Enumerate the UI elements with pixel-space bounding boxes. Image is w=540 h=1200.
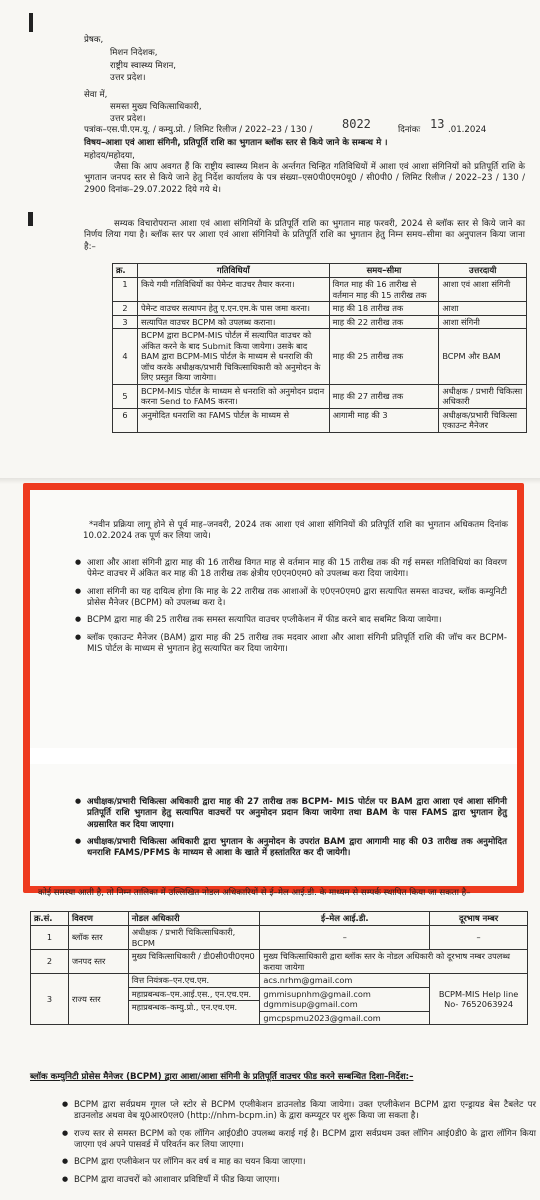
table-cell: 4	[113, 329, 138, 385]
table-cell: विगत माह की 16 तारीख से वर्तमान माह की 15 तारीख तक	[329, 278, 439, 302]
table-cell: BCPM द्वारा BCPM-MIS पोर्टल में सत्यापित वाउचर को अंकित करने के बाद Submit किया जायेगा। उसके बाद BAM द्वारा BCPM-MIS पोर्टल के माध्यम से धनराशि की जॉच करके अधीक्षक/प्रभारी चिकित्साधिकारी को अनुमोदन के लिए प्रस्तुत किया जायेगा।	[137, 329, 329, 385]
paragraph-decision: सम्यक विचारोपरान्त आशा एवं आशा संगिनियों के प्रतिपूर्ति राशि का भुगतान माह फरवरी, 2024 से ब्लॉक स्तर से किये जाने का निर्णय लिया गया है। ब्लॉक स्तर पर आशा एवं आशा संगिनियों के प्रतिपूर्ति राशि का भुगतान हेतु निम्न समय–सीमा का अनुपालन किया जाना है:–	[84, 219, 525, 252]
table-cell: सत्यापित वाउचर BCPM को उपलब्ध कराना।	[137, 315, 329, 329]
table-row	[31, 950, 528, 974]
table-cell: अधीक्षक / प्रभारी चिकित्साधिकारी, BCPM	[128, 926, 260, 950]
table-row	[113, 329, 527, 385]
list-item: ● BCPM द्वारा माह की 25 तारीख तक समस्त सत्यापित वाउचर एप्लीकेशन में फीड करने बाद सबमिट किया जायेगा।	[87, 615, 507, 626]
date-handwritten: 13	[430, 117, 445, 131]
table-cell: माह की 18 तारीख तक	[329, 302, 439, 316]
highlight-intro: *नवीन प्रक्रिया लागू होने से पूर्व माह–जनवरी, 2024 तक आशा एवं आशा संगिनियों की प्रतिपूर्ति राशि का भुगतान अधिकतम दिनांक 10.02.2024 तक पूर्ण कर लिया जाये।	[83, 520, 508, 542]
email-line: acs.nrhm@gmail.com	[260, 974, 429, 988]
table-cell: माह की 22 तारीख तक	[329, 315, 439, 329]
table-cell: आगामी माह की 3	[329, 408, 439, 432]
column-header: गतिविधियाँ	[137, 264, 329, 278]
table-cell: मुख्य चिकित्साधिकारी द्वारा ब्लॉक स्तर के नोडल अधिकारी को दूरभाष नम्बर उपलब्ध कराया जायेगा	[260, 950, 528, 974]
reference-number: पत्रांक–एस.पी.एम.यू. / कम्यु.प्रो. / लिमिट रिलीज / 2022–23 / 130 /	[84, 125, 313, 135]
salutation: महोदय/महोदया,	[84, 151, 135, 161]
subject-line: विषय–आशा एवं आशा संगिनी, प्रतिपूर्ति राशि का भुगतान ब्लॉक स्तर से किये जाने के सम्बन्ध मे ।	[84, 138, 388, 148]
timeline-table	[112, 263, 527, 433]
table-row	[113, 302, 527, 316]
column-header: उत्तरदायी	[439, 264, 527, 278]
table-cell	[128, 974, 260, 1025]
column-header: क्र.	[113, 264, 138, 278]
table-cell: 1	[113, 278, 138, 302]
table-cell: 1	[31, 926, 69, 950]
bcpm-heading: ब्लॉक कम्युनिटी प्रोसेस मैनेजर (BCPM) द्वारा आशा/आशा संगिनी के प्रतिपूर्ति वाउचर फीड करने सम्बन्धित दिशा–निर्देश:–	[30, 1072, 414, 1082]
table-cell: 5	[113, 384, 138, 408]
column-header: क्र.सं.	[31, 912, 69, 926]
table-row	[113, 315, 527, 329]
table-cell: किये गयी गतिविधियों का पेमेन्ट वाउचर तैयार करना।	[137, 278, 329, 302]
date-label: दिनांकः	[398, 125, 421, 135]
table-cell: –	[430, 926, 528, 950]
list-item: ● BCPM द्वारा वाउचरों को आशावार प्रविष्टियाँ में फीड किया जाएगा।	[74, 1175, 536, 1186]
staple-mark	[29, 13, 33, 32]
list-item: ● राज्य स्तर से समस्त BCPM को एक लॉगिन आई0डी0 उपलब्ध कराई गई है। BCPM द्वारा सर्वप्रथम उक्त लॉगिन आई0डी0 के द्वारा लॉगिन किया जाएगा एवं अपने पासवर्ड में परिवर्तन कर लिया जाएगा।	[74, 1129, 536, 1152]
table-cell: BCPM-MIS पोर्टल के माध्यम से धनराशि को अनुमोदन प्रदान करना Send to FAMS करना।	[137, 384, 329, 408]
table-row	[113, 278, 527, 302]
paragraph-intro: जैसा कि आप अवगत हैं कि राष्ट्रीय स्वास्थ्य मिशन के अर्न्तगत चिन्हित गतिविधियों में आशा एवं आशा संगिनियों को प्रतिपूर्ति राशि के भुगतान जनपद स्तर से किये जाने हेतु निर्देश कार्यालय के पत्र संख्या–एस0पी0एम0यू0 / सी0पी0 / लिमिट रिलीज / 2022–23 / 130 / 2900 दिनांक–29.07.2022 दिये गये थे।	[84, 162, 525, 195]
table-cell: –	[260, 926, 430, 950]
table-cell: 3	[113, 315, 138, 329]
list-item: ● आशा संगिनी का यह दायित्व होगा कि माह के 22 तारीख तक आशाओं के ए0एन0एम0 द्वारा सत्यापित समस्त वाउचर, ब्लॉक कम्युनिटी प्रोसेस मैनेजर (BCPM) को उपलब्ध करा दे।	[87, 587, 507, 610]
table-cell: आशा	[439, 302, 527, 316]
bcpm-bullet-list	[60, 1100, 536, 1192]
nodal-officer-table	[30, 911, 528, 1025]
table-cell: पेमेन्ट वाउचर सत्यापन हेतु ए.एन.एम.के पास जमा करना।	[137, 302, 329, 316]
red-highlight-frame	[23, 483, 524, 893]
to-line: उत्तर प्रदेश।	[110, 114, 146, 124]
email-line: dgmmisup@gmail.com	[260, 999, 429, 1012]
table-cell: आशा संगिनी	[439, 315, 527, 329]
from-label: प्रेषक,	[84, 35, 104, 45]
table-cell: अधीक्षक/प्रभारी चिकित्सा एकाउन्ट मैनेजर	[439, 408, 527, 432]
table-cell: अधीक्षक / प्रभारी चिकित्सा अधिकारी	[439, 384, 527, 408]
email-line: gmmisupnhm@gmail.com	[263, 988, 371, 999]
list-item: ● BCPM द्वारा सर्वप्रथम गूगल प्ले स्टोर से BCPM एप्लीकेशन डाउनलोड किया जायेगा। उक्त एप्लीकेशन BCPM द्वारा एन्ड्रायड बेस टैबलेट पर डाउनलोड अथवा वेब यू0आर0एल0 (http://nhm-bcpm.in) के द्वारा कम्प्यूटर पर शुरू किया जा सकता है।	[74, 1100, 536, 1123]
officer-line: महाप्रबन्धक–कम्यु.प्रो., एन.एच.एम.	[131, 1002, 238, 1013]
column-header: दूरभाष नम्बर	[430, 912, 528, 926]
list-item: ● BCPM द्वारा एप्लीकेशन पर लॉगिन कर वर्ष व माह का चयन किया जाएगा।	[74, 1157, 536, 1168]
from-line: उत्तर प्रदेश।	[110, 73, 146, 83]
column-header: समय–सीमा	[329, 264, 439, 278]
table-cell: माह की 25 तारीख तक	[329, 329, 439, 385]
table-cell: राज्य स्तर	[68, 974, 128, 1025]
officer-line: महाप्रबन्धक–एम.आई.एस., एन.एच.एम.	[129, 988, 260, 1002]
table-cell: अनुमोदित धनराशि का FAMS पोर्टल के माध्यम से	[137, 408, 329, 432]
table-header-row	[31, 912, 528, 926]
table-cell: ब्लॉक स्तर	[68, 926, 128, 950]
punch-mark	[28, 212, 33, 226]
from-line: मिशन निदेशक,	[110, 48, 158, 58]
table-cell: आशा एवं आशा संगिनी	[439, 278, 527, 302]
list-item: ● अधीक्षक/प्रभारी चिकित्सा अधिकारी द्वारा माह की 27 तारीख तक BCPM- MIS पोर्टल पर BAM द्वारा आशा एवं आशा संगिनी प्रतिपूर्ति राशि भुगतान हेतु सत्यापित वाउचरों पर अनुमोदन प्रदान किया जायेगा तथा BAM के पास FAMS द्वारा भुगतान हेतु अग्रसारित कर दिया जाएगा।	[87, 797, 507, 831]
table-cell: 6	[113, 408, 138, 432]
table-row	[31, 926, 528, 950]
reference-handwritten: 8022	[342, 117, 371, 131]
to-label: सेवा में,	[84, 90, 108, 100]
list-item: ● अधीक्षक/प्रभारी चिकित्सा अधिकारी द्वारा भुगतान के अनुमोदन के उपरांत BAM द्वारा आगामी माह की 03 तारीख तक अनुमोदित धनराशि FAMS/PFMS के माध्यम से आशा के खाते में हस्तांतरित कर दी जायेगी।	[87, 837, 507, 860]
table-cell: मुख्य चिकित्साधिकारी / डी0सी0पी0एम0	[128, 950, 260, 974]
column-header: ई–मेल आई.डी.	[260, 912, 430, 926]
nodal-intro: कोई समस्या आती है, तो निम्न तालिका में उल्लिखित नोडल अधिकारियों से ई–मेल आई.डी. के माध्यम से सम्पर्क स्थापित किया जा सकता है–	[38, 888, 471, 898]
column-header: नोडल अधिकारी	[128, 912, 260, 926]
list-item: ● आशा और आशा संगिनी द्वारा माह की 16 तारीख विगत माह से वर्तमान माह की 15 तारीख तक की गई समस्त गतिविधियां का विवरण पेमेन्ट वाउचर में अंकित कर माह की 18 तारीख तक क्षेत्रीय ए0एन0एम0 को उपलब्ध करा दिया जायेगा।	[87, 558, 507, 581]
column-header: विवरण	[68, 912, 128, 926]
list-item: ● ब्लॉक एकाउन्ट मैनेजर (BAM) द्वारा माह की 25 तारीख तक मदवार आशा और आशा संगिनी प्रतिपूर्ति राशि की जॉच कर BCPM- MIS पोर्टल के माध्यम से भुगतान हेतु सत्यापित कर दिया जायेगा।	[87, 633, 507, 656]
table-cell: जनपद स्तर	[68, 950, 128, 974]
table-row	[113, 408, 527, 432]
table-cell: 2	[31, 950, 69, 974]
table-row	[113, 384, 527, 408]
officer-line: वित्त नियंत्रक–एन.एच.एम.	[129, 974, 260, 988]
table-header-row	[113, 264, 527, 278]
table-cell: माह की 27 तारीख तक	[329, 384, 439, 408]
table-cell	[260, 974, 430, 1025]
table-cell: 3	[31, 974, 69, 1025]
email-line: gmcpspmu2023@gmail.com	[263, 1012, 381, 1023]
from-line: राष्ट्रीय स्वास्थ्य मिशन,	[110, 61, 176, 71]
table-row	[31, 974, 528, 1025]
date-printed: .01.2024	[448, 125, 487, 135]
to-line: समस्त मुख्य चिकित्साधिकारी,	[110, 102, 202, 112]
table-cell: 2	[113, 302, 138, 316]
table-cell: BCPM-MIS Help line No- 7652063924	[430, 974, 528, 1025]
table-cell: BCPM और BAM	[439, 329, 527, 385]
